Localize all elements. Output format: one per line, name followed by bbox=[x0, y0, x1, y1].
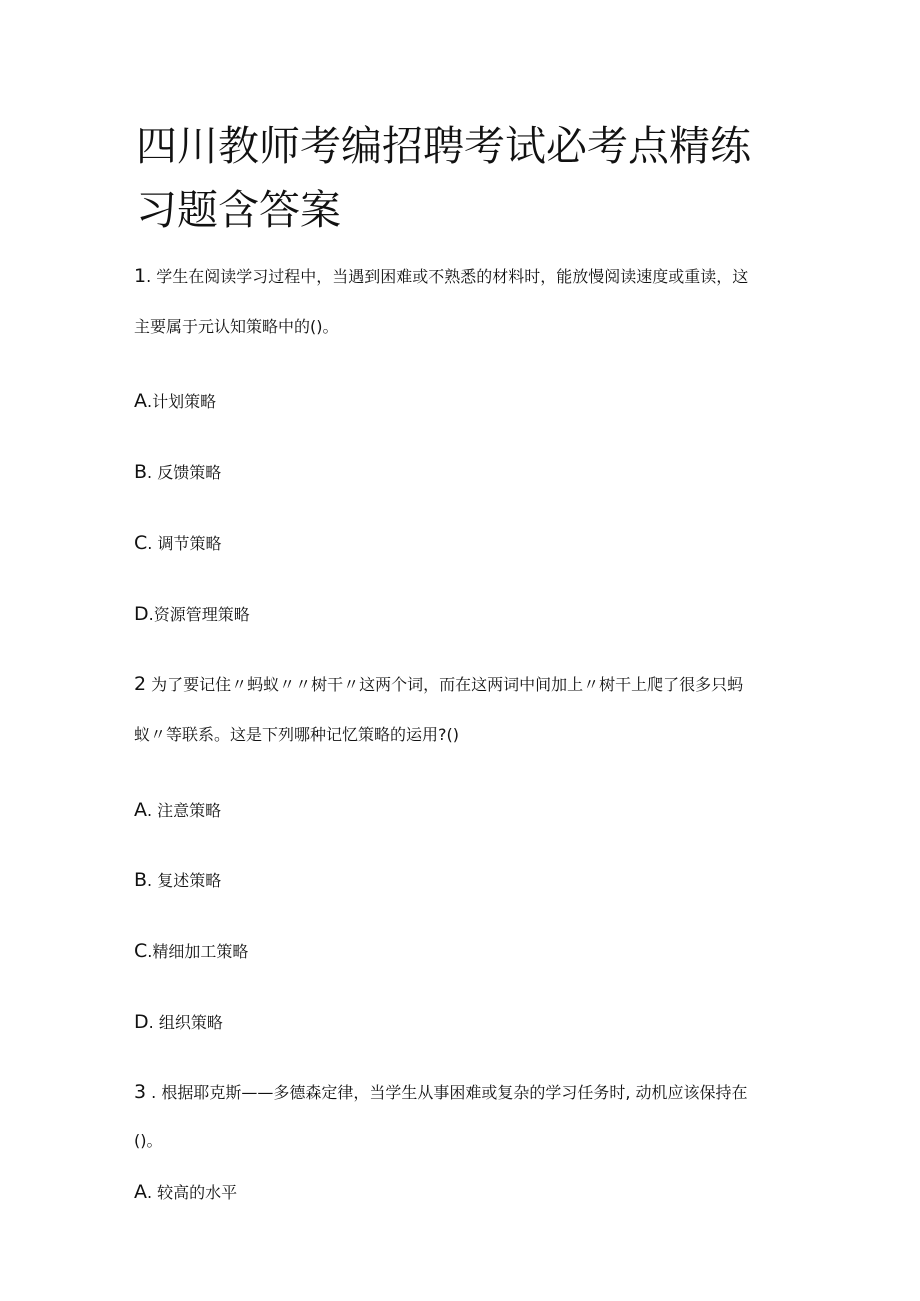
question-2-number: 2 bbox=[134, 673, 147, 695]
question-1-number: 1 bbox=[134, 265, 147, 287]
question-1-option-d bbox=[134, 603, 250, 626]
question-1-stem-text-1: . 学生在阅读学习过程中，当遇到困难或不熟悉的材料时，能放慢阅读速度或重读，这 bbox=[146, 267, 749, 286]
document-title-line-2: 习题含答案 bbox=[136, 186, 341, 234]
option-label: A bbox=[134, 390, 147, 412]
option-text: .计划策略 bbox=[147, 392, 217, 411]
option-label: A bbox=[134, 799, 147, 821]
question-2-stem-line-2: 蚁〃等联系。这是下列哪种记忆策略的运用?() bbox=[134, 725, 459, 744]
option-text: . 较高的水平 bbox=[147, 1183, 238, 1202]
document-title-line-1: 四川教师考编招聘考试必考点精练 bbox=[136, 122, 751, 170]
question-3-stem-line-1 bbox=[134, 1081, 748, 1104]
question-2-option-d bbox=[134, 1011, 223, 1034]
option-label: A bbox=[134, 1181, 147, 1203]
option-text: . 组织策略 bbox=[148, 1013, 223, 1032]
question-1-stem-line-1 bbox=[134, 265, 748, 288]
option-text: . 复述策略 bbox=[147, 871, 222, 890]
option-text: . 调节策略 bbox=[147, 534, 222, 553]
option-label: B bbox=[134, 461, 148, 483]
option-label: B bbox=[134, 869, 148, 891]
option-text: .精细加工策略 bbox=[147, 942, 249, 961]
question-1-stem-line-2: 主要属于元认知策略中的()。 bbox=[134, 317, 339, 336]
question-2-option-a bbox=[134, 799, 221, 822]
question-3-option-a bbox=[134, 1181, 237, 1204]
question-2-stem-line-1 bbox=[134, 673, 743, 696]
question-1-option-a bbox=[134, 390, 216, 413]
question-3-stem-line-2: ()。 bbox=[134, 1131, 163, 1150]
question-3-number: 3 bbox=[134, 1081, 147, 1103]
option-text: .资源管理策略 bbox=[148, 605, 250, 624]
question-2-option-c bbox=[134, 940, 248, 963]
option-label: D bbox=[134, 1011, 149, 1033]
question-2-stem-text-1: 为了要记住〃蚂蚁〃〃树干〃这两个词，而在这两词中间加上〃树干上爬了很多只蚂 bbox=[146, 675, 744, 694]
question-1-option-b bbox=[134, 461, 221, 484]
option-label: C bbox=[134, 532, 148, 554]
question-2-option-b bbox=[134, 869, 221, 892]
option-text: . 注意策略 bbox=[147, 801, 222, 820]
option-label: D bbox=[134, 603, 149, 625]
question-3-stem-text-1: . 根据耶克斯——多德森定律，当学生从事困难或复杂的学习任务时, 动机应该保持在 bbox=[146, 1083, 748, 1102]
option-text: . 反馈策略 bbox=[147, 463, 222, 482]
option-label: C bbox=[134, 940, 148, 962]
question-1-option-c bbox=[134, 532, 221, 555]
